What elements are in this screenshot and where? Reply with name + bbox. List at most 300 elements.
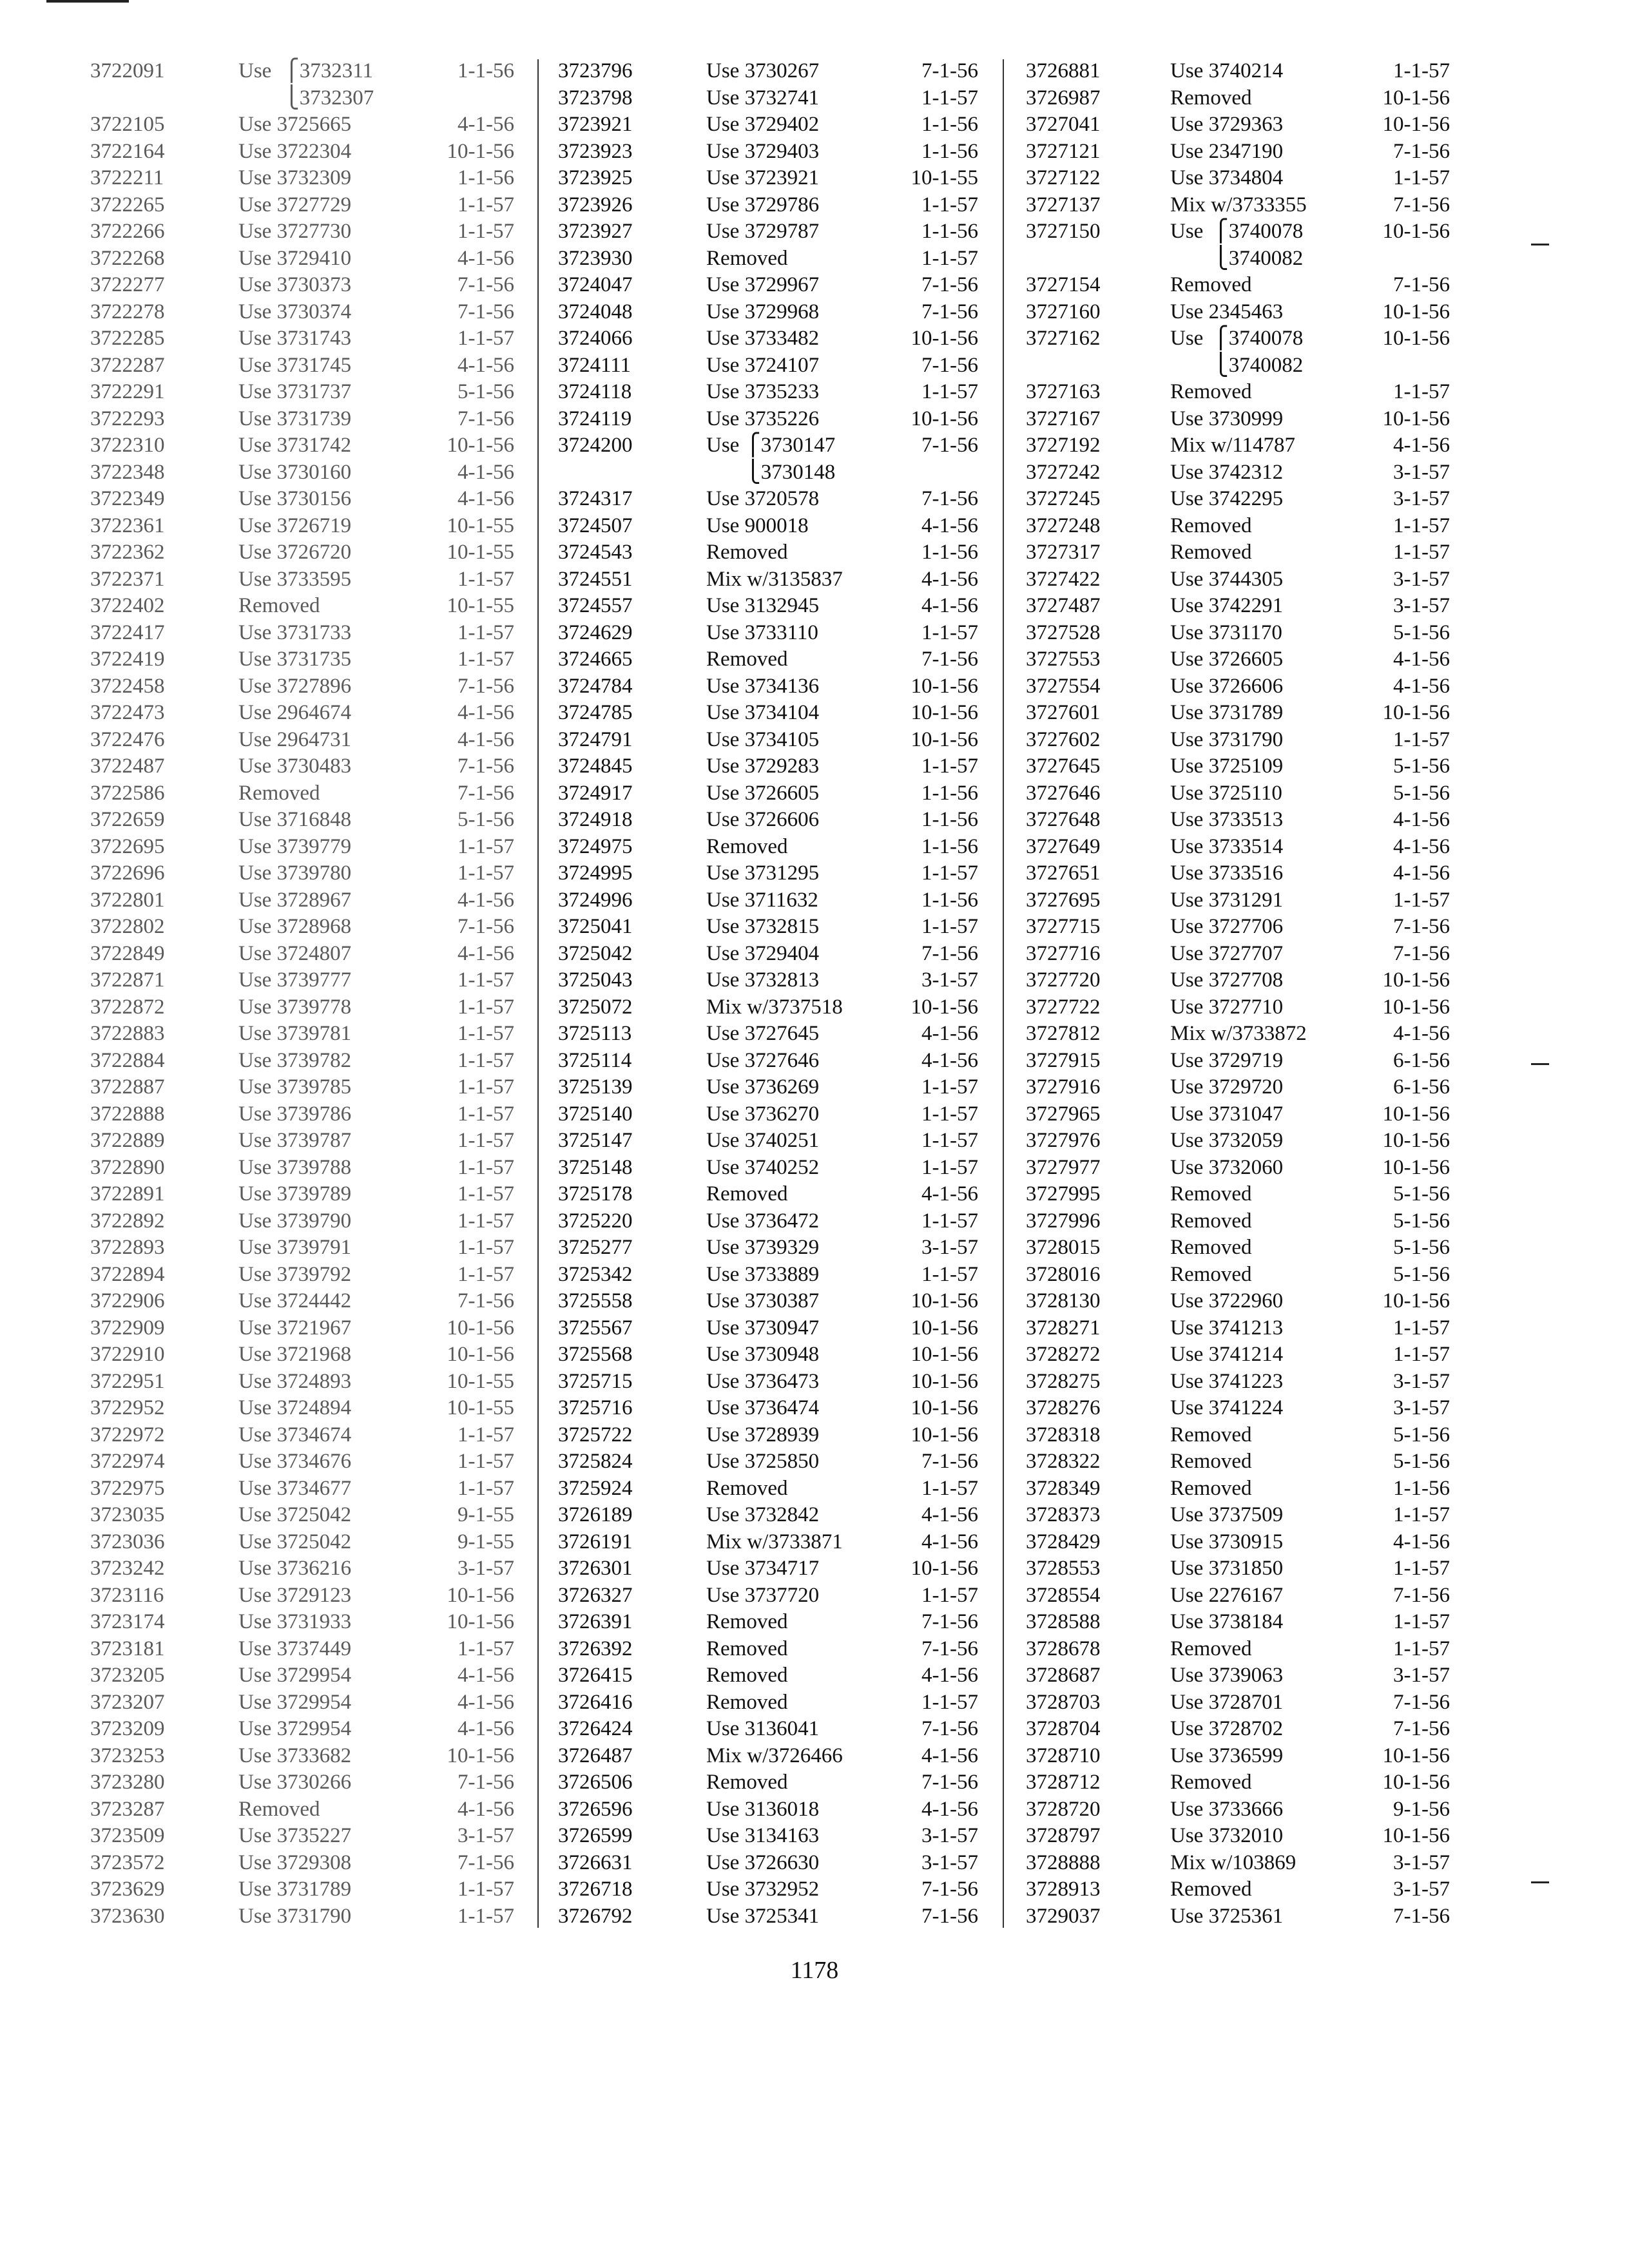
part-number: 3722974 [90,1450,165,1473]
replacement-action: Use 3739788 [238,1155,352,1179]
effective-date: 10-1-56 [911,1423,978,1446]
replacement-action: Removed [706,1771,788,1794]
replacement-action: Use 3737509 [1170,1503,1284,1526]
part-number: 3728318 [1026,1423,1101,1446]
effective-date: 10-1-55 [447,514,514,537]
replacement-action: Removed [706,1664,788,1687]
replacement-action: Removed [1170,86,1252,110]
part-number: 3724845 [558,754,633,778]
replacement-action: Use 3729410 [238,246,352,270]
table-row [1026,780,1451,807]
part-number: 3722265 [90,193,165,216]
part-number: 3726631 [558,1850,633,1874]
table-row [90,753,514,780]
effective-date: 1-1-57 [921,754,978,778]
column-divider-2 [1003,59,1004,1928]
effective-date: 4-1-56 [458,1690,514,1714]
table-row [1026,432,1451,459]
part-number: 3729037 [1026,1904,1101,1928]
table-row [1026,352,1451,380]
table-row [90,1021,514,1048]
part-number: 3725277 [558,1236,633,1259]
part-number: 3724629 [558,620,633,644]
effective-date: 5-1-56 [1393,1450,1450,1473]
part-number: 3726596 [558,1797,633,1821]
part-number: 3722419 [90,648,165,671]
part-number: 3727248 [1026,514,1101,537]
replacement-action: Use 3727896 [238,674,352,698]
table-row [90,1662,514,1689]
table-row [558,727,977,754]
replacement-action: Use 3136041 [706,1717,820,1740]
effective-date: 4-1-56 [458,460,514,484]
effective-date: 1-1-57 [1393,888,1450,912]
table-row [558,1850,977,1877]
part-number: 3723174 [90,1610,165,1633]
table-row [558,1609,977,1636]
effective-date: 1-1-57 [458,1102,514,1126]
part-number: 3722310 [90,434,165,457]
table-row [90,1769,514,1796]
replacement-action: Removed [1170,380,1252,403]
replacement-action: Use 3724893 [238,1369,352,1393]
replacement-action: Use 3727729 [238,193,352,216]
replacement-action: Use 3136018 [706,1797,820,1821]
replacement-action: Use [706,434,740,457]
replacement-action: Use 3740214 [1170,59,1284,82]
effective-date: 1-1-57 [458,620,514,644]
effective-date: 1-1-57 [458,1129,514,1152]
replacement-action: Use 3733889 [706,1262,820,1286]
replacement-action: Use 3726606 [1170,674,1284,698]
bracketed-part-number: ⎩3732307 [284,86,374,110]
effective-date: 1-1-57 [921,861,978,885]
effective-date: 7-1-56 [458,674,514,698]
table-row [558,700,977,727]
table-row [558,1074,977,1101]
effective-date: 3-1-57 [921,968,978,992]
table-row [558,325,977,352]
replacement-action: Use 3739791 [238,1236,352,1259]
replacement-action: Use 3729786 [706,193,820,216]
part-number: 3725042 [558,941,633,965]
part-number: 3722695 [90,834,165,858]
replacement-action: Use 3739063 [1170,1664,1284,1687]
effective-date: 1-1-57 [458,1476,514,1500]
effective-date: 10-1-56 [911,701,978,724]
table-row [1026,1208,1451,1235]
part-number: 3728349 [1026,1476,1101,1500]
table-row [90,1475,514,1503]
effective-date: 1-1-57 [921,1583,978,1607]
table-row [558,646,977,673]
table-row [558,780,977,807]
replacement-action: Use 3735226 [706,407,820,430]
part-number: 3726416 [558,1690,633,1714]
effective-date: 10-1-56 [1382,1102,1450,1126]
effective-date: 7-1-56 [921,1904,978,1928]
part-number: 3722277 [90,273,165,296]
table-row [1026,941,1451,968]
effective-date: 1-1-56 [921,808,978,831]
part-number: 3722105 [90,113,165,136]
table-row [558,887,977,914]
table-row [558,1422,977,1449]
replacement-action: Use 3739329 [706,1236,820,1259]
effective-date: 5-1-56 [1393,1423,1450,1446]
part-number: 3726424 [558,1717,633,1740]
replacement-action: Use 3733595 [238,567,352,591]
table-row [1026,700,1451,727]
part-number: 3726599 [558,1824,633,1847]
replacement-action: Use 3729967 [706,273,820,296]
replacement-action: Use 3731850 [1170,1557,1284,1580]
table-row [90,1048,514,1075]
replacement-action: Use 3734677 [238,1476,352,1500]
replacement-action: Removed [1170,1771,1252,1794]
part-number: 3722910 [90,1343,165,1366]
part-number: 3728712 [1026,1771,1101,1794]
replacement-action: Removed [1170,1450,1252,1473]
part-number: 3724551 [558,567,633,591]
effective-date: 1-1-57 [458,1637,514,1660]
replacement-action: Use 3729308 [238,1850,352,1874]
part-number: 3727137 [1026,193,1101,216]
replacement-action: Mix w/3733871 [706,1530,843,1553]
replacement-action: Use 3739779 [238,834,352,858]
table-row [1026,539,1451,566]
replacement-action: Use 3732842 [706,1503,820,1526]
part-number: 3727648 [1026,808,1101,831]
part-number: 3727651 [1026,861,1101,885]
replacement-action: Use 2964731 [238,727,352,751]
part-number: 3728797 [1026,1824,1101,1847]
effective-date: 5-1-56 [458,808,514,831]
replacement-action: Use 3730948 [706,1343,820,1366]
table-row [90,834,514,861]
part-number: 3722872 [90,995,165,1019]
table-row [90,1155,514,1182]
table-row [1026,994,1451,1021]
effective-date: 1-1-57 [921,1690,978,1714]
table-row [1026,1448,1451,1475]
replacement-action: Use 3730915 [1170,1530,1284,1553]
effective-date: 1-1-56 [921,541,978,564]
effective-date: 1-1-57 [458,1262,514,1286]
part-number: 3726987 [1026,86,1101,110]
part-number: 3728913 [1026,1878,1101,1901]
replacement-action: Use 3732741 [706,86,820,110]
part-number: 3728016 [1026,1262,1101,1286]
table-row [1026,1475,1451,1503]
replacement-action: Use 3724442 [238,1289,352,1312]
effective-date: 10-1-56 [911,727,978,751]
part-number: 3727487 [1026,594,1101,617]
effective-date: 7-1-56 [1393,1583,1450,1607]
table-row [558,111,977,139]
table-row [1026,85,1451,112]
effective-date: 7-1-56 [458,781,514,805]
table-row [558,58,977,85]
replacement-action: Use 3731789 [238,1878,352,1901]
effective-date: 5-1-56 [1393,1209,1450,1233]
table-row [558,299,977,326]
table-row [558,1903,977,1930]
part-number: 3724507 [558,514,633,537]
replacement-action: Mix w/3135837 [706,567,843,591]
effective-date: 10-1-56 [911,327,978,350]
replacement-action: Removed [706,541,788,564]
replacement-action: Use 2345463 [1170,300,1284,323]
part-number: 3722586 [90,781,165,805]
replacement-action: Use 3739777 [238,968,352,992]
effective-date: 1-1-57 [458,567,514,591]
table-row [1026,1555,1451,1582]
effective-date: 1-1-56 [921,834,978,858]
replacement-action: Use 3732059 [1170,1129,1284,1152]
table-row [90,1850,514,1877]
replacement-action: Use 3724894 [238,1396,352,1419]
table-row [558,1395,977,1422]
part-number: 3723630 [90,1904,165,1928]
replacement-action: Use 3733682 [238,1744,352,1767]
replacement-action: Use 3733516 [1170,861,1284,885]
table-row [1026,753,1451,780]
table-row [558,1769,977,1796]
effective-date: 4-1-56 [1393,1530,1450,1553]
replacement-action: Use 3731790 [238,1904,352,1928]
effective-date: 3-1-57 [1393,1878,1450,1901]
replacement-action: Use 3739782 [238,1048,352,1072]
replacement-action: Use 3730266 [238,1771,352,1794]
table-row [558,1582,977,1610]
part-number: 3722659 [90,808,165,831]
replacement-action: Use 3727646 [706,1048,820,1072]
effective-date: 3-1-57 [1393,594,1450,617]
effective-date: 1-1-57 [1393,380,1450,403]
part-number: 3722802 [90,915,165,938]
effective-date: 1-1-57 [458,968,514,992]
table-row [90,646,514,673]
effective-date: 6-1-56 [1393,1075,1450,1099]
margin-mark [1531,1881,1549,1883]
table-row [1026,887,1451,914]
effective-date: 1-1-57 [921,915,978,938]
part-number: 3727645 [1026,754,1101,778]
table-row [90,1502,514,1529]
table-row [90,459,514,486]
part-number: 3725148 [558,1155,633,1179]
part-number: 3728588 [1026,1610,1101,1633]
table-row [558,941,977,968]
table-row [90,700,514,727]
effective-date: 10-1-56 [1382,327,1450,350]
part-number: 3727167 [1026,407,1101,430]
part-number: 3722888 [90,1102,165,1126]
replacement-action: Use 3134163 [706,1824,820,1847]
replacement-action: Removed [1170,1236,1252,1259]
part-number: 3725043 [558,968,633,992]
replacement-action: Use 2347190 [1170,139,1284,163]
effective-date: 4-1-56 [458,1664,514,1687]
replacement-action: Use 3725361 [1170,1904,1284,1928]
part-number: 3722972 [90,1423,165,1446]
effective-date: 10-1-56 [447,1610,514,1633]
table-row [1026,1021,1451,1048]
table-row [1026,807,1451,834]
replacement-action: Use 3728939 [706,1423,820,1446]
effective-date: 1-1-57 [458,220,514,243]
part-number: 3722906 [90,1289,165,1312]
table-row [1026,111,1451,139]
replacement-action: Use 3728702 [1170,1717,1284,1740]
replacement-action: Use 3726606 [706,808,820,831]
part-number: 3722891 [90,1182,165,1206]
effective-date: 10-1-56 [1382,995,1450,1019]
effective-date: 1-1-57 [921,380,978,403]
effective-date: 5-1-56 [1393,754,1450,778]
part-number: 3727422 [1026,567,1101,591]
part-number: 3722268 [90,246,165,270]
replacement-action: Use 3730947 [706,1316,820,1340]
table-row [90,1369,514,1396]
table-row [1026,1181,1451,1208]
part-number: 3722975 [90,1476,165,1500]
replacement-action: Use 3729719 [1170,1048,1284,1072]
replacement-action: Removed [1170,1209,1252,1233]
part-number: 3722361 [90,514,165,537]
table-row [558,1475,977,1503]
effective-date: 10-1-56 [1382,113,1450,136]
table-row [1026,299,1451,326]
effective-date: 4-1-56 [921,1530,978,1553]
table-row [558,1128,977,1155]
effective-date: 7-1-56 [921,1637,978,1660]
effective-date: 7-1-56 [458,273,514,296]
table-row [1026,1796,1451,1823]
part-number: 3722285 [90,327,165,350]
replacement-action: Removed [238,1797,320,1821]
replacement-action: Use 3733110 [706,620,818,644]
part-number: 3727715 [1026,915,1101,938]
replacement-action: Removed [706,1476,788,1500]
table-row [1026,1636,1451,1663]
effective-date: 10-1-56 [911,1289,978,1312]
effective-date: 4-1-56 [921,594,978,617]
replacement-action: Use 3735233 [706,380,820,403]
effective-date: 3-1-57 [1393,487,1450,510]
part-number: 3722266 [90,220,165,243]
part-number: 3722951 [90,1369,165,1393]
table-row [1026,139,1451,166]
effective-date: 5-1-56 [458,380,514,403]
table-row [1026,1422,1451,1449]
table-row [1026,58,1451,85]
part-number: 3727720 [1026,968,1101,992]
part-number: 3727162 [1026,327,1101,350]
replacement-action: Removed [238,594,320,617]
replacement-action: Use 3725850 [706,1450,820,1473]
effective-date: 4-1-56 [458,701,514,724]
part-number: 3727554 [1026,674,1101,698]
replacement-action: Use 3720578 [706,487,820,510]
replacement-action: Use 2276167 [1170,1583,1284,1607]
replacement-action: Removed [706,1182,788,1206]
table-row [90,1529,514,1556]
replacement-action: Mix w/114787 [1170,434,1296,457]
replacement-action: Use 3731743 [238,327,352,350]
part-number: 3722884 [90,1048,165,1072]
effective-date: 1-1-57 [458,1075,514,1099]
effective-date: 4-1-56 [1393,674,1450,698]
table-row [558,352,977,380]
effective-date: 7-1-56 [921,1717,978,1740]
part-number: 3722291 [90,380,165,403]
replacement-action: Use 3736216 [238,1557,352,1580]
replacement-action: Use 3729968 [706,300,820,323]
effective-date: 10-1-56 [1382,1289,1450,1312]
effective-date: 3-1-57 [1393,1850,1450,1874]
effective-date: 4-1-56 [921,567,978,591]
effective-date: 4-1-56 [1393,434,1450,457]
effective-date: 7-1-56 [921,434,978,457]
replacement-action: Use 3731789 [1170,701,1284,724]
replacement-action: Use 3733514 [1170,834,1284,858]
bracketed-part-number: ⎧3732311 [284,59,374,82]
table-row [90,352,514,380]
table-row [558,860,977,887]
replacement-action: Use 3724807 [238,941,352,965]
part-number: 3722402 [90,594,165,617]
part-number: 3723930 [558,246,633,270]
table-row [558,1048,977,1075]
table-row [90,566,514,593]
effective-date: 4-1-56 [458,246,514,270]
part-number: 3722417 [90,620,165,644]
replacement-action: Use 3729363 [1170,113,1284,136]
replacement-action: Mix w/3726466 [706,1744,843,1767]
table-row [558,994,977,1021]
part-number: 3727722 [1026,995,1101,1019]
table-row [90,1823,514,1850]
part-number: 3722473 [90,701,165,724]
part-number: 3724995 [558,861,633,885]
replacement-action: Use 3736270 [706,1102,820,1126]
replacement-action: Use 3731742 [238,434,352,457]
effective-date: 1-1-57 [458,1048,514,1072]
replacement-action: Use 3739787 [238,1129,352,1152]
effective-date: 7-1-56 [921,487,978,510]
effective-date: 7-1-56 [1393,915,1450,938]
table-row [90,994,514,1021]
part-number: 3727553 [1026,648,1101,671]
effective-date: 1-1-57 [458,1450,514,1473]
part-number: 3723181 [90,1637,165,1660]
table-row [558,1689,977,1716]
replacement-action: Use 3731745 [238,353,352,377]
part-number: 3723207 [90,1690,165,1714]
part-number: 3728720 [1026,1797,1101,1821]
table-row [1026,593,1451,620]
table-row [1026,1876,1451,1903]
table-row [1026,1850,1451,1877]
table-row [1026,272,1451,299]
part-number: 3724975 [558,834,633,858]
replacement-action: Use 3731735 [238,648,352,671]
effective-date: 1-1-57 [458,995,514,1019]
table-row [1026,245,1451,273]
effective-date: 10-1-56 [911,995,978,1019]
